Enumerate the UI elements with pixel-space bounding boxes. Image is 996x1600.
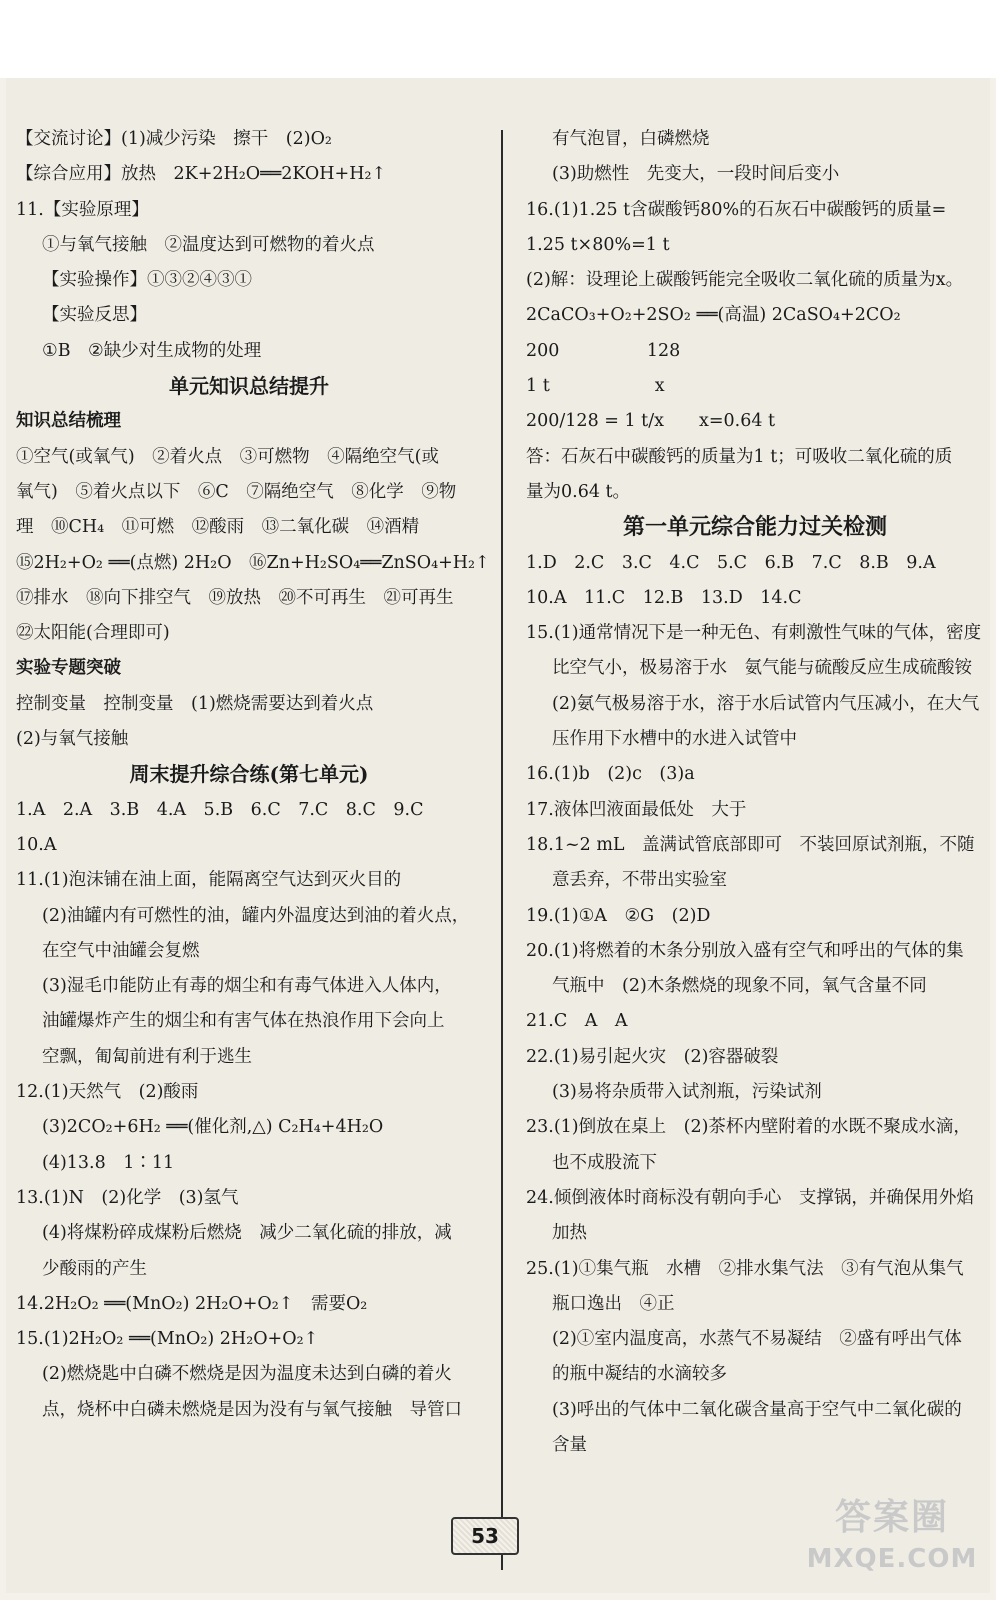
answer-line: 1.D 2.C 3.C 4.C 5.C 6.B 7.C 8.B 9.A xyxy=(526,552,936,573)
section-heading: 周末提升综合练(第七单元) xyxy=(129,762,369,787)
section-heading: 单元知识总结提升 xyxy=(169,374,329,399)
answer-line: 含量 xyxy=(552,1434,587,1455)
answer-line: 10.A 11.C 12.B 13.D 14.C xyxy=(526,587,802,608)
section-heading: 第一单元综合能力过关检测 xyxy=(622,514,887,541)
subsection-heading: 知识总结梳理 xyxy=(16,411,121,432)
column-divider xyxy=(501,130,503,1570)
left-column xyxy=(16,122,490,1428)
answer-line: (3)2CO₂+6H₂ ══(催化剂,△) C₂H₄+4H₂O xyxy=(42,1117,384,1138)
answer-line: 气瓶中 (2)木条燃烧的现象不同，氧气含量不同 xyxy=(552,976,927,997)
watermark-logo xyxy=(792,1494,992,1594)
answer-line: ①B ②缺少对生成物的处理 xyxy=(42,340,262,361)
answer-line: 答：石灰石中碳酸钙的质量为1 t；可吸收二氧化硫的质 xyxy=(526,446,953,467)
answer-line: 15.(1)2H₂O₂ ══(MnO₂) 2H₂O+O₂↑ xyxy=(16,1329,319,1350)
answer-line: 【综合应用】放热 2K+2H₂O══2KOH+H₂↑ xyxy=(16,164,387,185)
answer-line: (4)13.8 1∶11 xyxy=(42,1152,175,1173)
answer-line: 少酸雨的产生 xyxy=(42,1258,147,1279)
answer-line: 【实验操作】①③②④③① xyxy=(42,270,252,291)
answer-line: 22.(1)易引起火灾 (2)容器破裂 xyxy=(526,1046,779,1067)
answer-line: (2)①室内温度高，水蒸气不易凝结 ②盛有呼出气体 xyxy=(552,1329,962,1350)
answer-line: 1.25 t×80%=1 t xyxy=(526,234,670,255)
answer-line: 23.(1)倒放在桌上 (2)茶杯内壁附着的水既不聚成水滴， xyxy=(526,1117,971,1138)
answer-line: 意丢弃，不带出实验室 xyxy=(552,870,727,891)
answer-line: 瓶口逸出 ④正 xyxy=(552,1293,675,1314)
answer-line: (2)油罐内有可燃性的油，罐内外温度达到油的着火点， xyxy=(42,905,470,926)
answer-line: 200 128 xyxy=(526,340,681,361)
answer-line: (2)燃烧匙中白磷不燃烧是因为温度未达到白磷的着火 xyxy=(42,1364,452,1385)
answer-line: 24.倾倒液体时商标没有朝向手心 支撑锅，并确保用外焰 xyxy=(526,1187,974,1208)
answer-line: ⑮2H₂+O₂ ══(点燃) 2H₂O ⑯Zn+H₂SO₄══ZnSO₄+H₂↑ xyxy=(16,552,490,573)
answer-line: 【交流讨论】(1)减少污染 擦干 (2)O₂ xyxy=(16,129,332,149)
answer-line: 1 t x xyxy=(526,376,665,397)
answer-line: ①空气(或氧气) ②着火点 ③可燃物 ④隔绝空气(或 xyxy=(16,446,439,467)
answer-line: (3)易将杂质带入试剂瓶，污染试剂 xyxy=(552,1082,822,1103)
answer-line: (3)湿毛巾能防止有毒的烟尘和有毒气体进入人体内， xyxy=(42,976,452,997)
answer-line: (3)呼出的气体中二氧化碳含量高于空气中二氧化碳的 xyxy=(552,1399,962,1420)
answer-line: (4)将煤粉碎成煤粉后燃烧 减少二氧化硫的排放，减 xyxy=(42,1223,452,1244)
answer-line: 控制变量 控制变量 (1)燃烧需要达到着火点 xyxy=(16,693,374,714)
answer-line: 19.(1)①A ②G (2)D xyxy=(526,905,711,926)
answer-line: 25.(1)①集气瓶 水槽 ②排水集气法 ③有气泡从集气 xyxy=(526,1258,964,1279)
answer-line: 10.A xyxy=(16,834,57,855)
answer-line: 油罐爆炸产生的烟尘和有害气体在热浪作用下会向上 xyxy=(42,1011,445,1032)
answer-line: 14.2H₂O₂ ══(MnO₂) 2H₂O+O₂↑ 需要O₂ xyxy=(16,1293,368,1314)
answer-line: (2)氨气极易溶于水，溶于水后试管内气压减小，在大气 xyxy=(552,693,980,714)
answer-line: 16.(1)b (2)c (3)a xyxy=(526,764,695,785)
answer-line: 17.液体凹液面最低处 大于 xyxy=(526,799,747,820)
answer-line: 也不成股流下 xyxy=(552,1152,657,1173)
answer-line: 20.(1)将燃着的木条分别放入盛有空气和呼出的气体的集 xyxy=(526,940,964,961)
watermark-url: MXQE.COM xyxy=(806,1544,978,1574)
answer-line: 氧气) ⑤着火点以下 ⑥C ⑦隔绝空气 ⑧化学 ⑨物 xyxy=(16,481,457,502)
top-margin xyxy=(0,0,996,78)
answer-line: 的瓶中凝结的水滴较多 xyxy=(552,1364,727,1385)
answer-line: 13.(1)N (2)化学 (3)氢气 xyxy=(16,1187,239,1208)
answer-line: 12.(1)天然气 (2)酸雨 xyxy=(16,1082,199,1103)
answer-line: 压作用下水槽中的水进入试管中 xyxy=(552,729,797,750)
right-column xyxy=(526,122,984,1463)
answer-line: 比空气小，极易溶于水 氨气能与硫酸反应生成硫酸铵 xyxy=(552,658,972,679)
answer-line: (2)与氧气接触 xyxy=(16,729,129,750)
answer-line: ①与氧气接触 ②温度达到可燃物的着火点 xyxy=(42,234,375,255)
answer-line: 16.(1)1.25 t含碳酸钙80%的石灰石中碳酸钙的质量= xyxy=(526,199,947,220)
answer-line: 【实验反思】 xyxy=(42,305,147,326)
answer-line: ⑰排水 ⑱向下排空气 ⑲放热 ⑳不可再生 ㉑可再生 xyxy=(16,587,454,608)
answer-line: 21.C A A xyxy=(526,1011,628,1032)
answer-line: 在空气中油罐会复燃 xyxy=(42,940,200,961)
answer-line: 11.(1)泡沫铺在油上面，能隔离空气达到灭火目的 xyxy=(16,870,402,891)
answer-line: 11.【实验原理】 xyxy=(16,199,149,220)
answer-line: 空飘，匍匐前进有利于逃生 xyxy=(42,1046,252,1067)
answer-line: 加热 xyxy=(552,1223,587,1244)
answer-line: (2)解：设理论上碳酸钙能完全吸收二氧化硫的质量为x。 xyxy=(526,270,964,291)
answer-line: 2CaCO₃+O₂+2SO₂ ══(高温) 2CaSO₄+2CO₂ xyxy=(526,305,901,326)
answer-line: 理 ⑩CH₄ ⑪可燃 ⑫酸雨 ⑬二氧化碳 ⑭酒精 xyxy=(16,517,420,538)
page-number: 53 xyxy=(451,1517,519,1555)
watermark-text: 答案圈 xyxy=(834,1497,949,1538)
answer-line: 有气泡冒，白磷燃烧 xyxy=(552,129,710,149)
answer-line: 1.A 2.A 3.B 4.A 5.B 6.C 7.C 8.C 9.C xyxy=(16,799,424,820)
answer-line: ㉒太阳能(合理即可) xyxy=(16,623,170,644)
answer-line: (3)助燃性 先变大，一段时间后变小 xyxy=(552,164,840,185)
answer-line: 量为0.64 t。 xyxy=(526,481,631,502)
answer-line: 200/128 = 1 t/x x=0.64 t xyxy=(526,411,776,432)
subsection-heading: 实验专题突破 xyxy=(16,658,121,679)
answer-line: 15.(1)通常情况下是一种无色、有刺激性气味的气体，密度 xyxy=(526,623,982,644)
answer-line: 点，烧杯中白磷未燃烧是因为没有与氧气接触 导管口 xyxy=(42,1399,462,1420)
answer-line: 18.1~2 mL 盖满试管底部即可 不装回原试剂瓶，不随 xyxy=(526,834,975,855)
